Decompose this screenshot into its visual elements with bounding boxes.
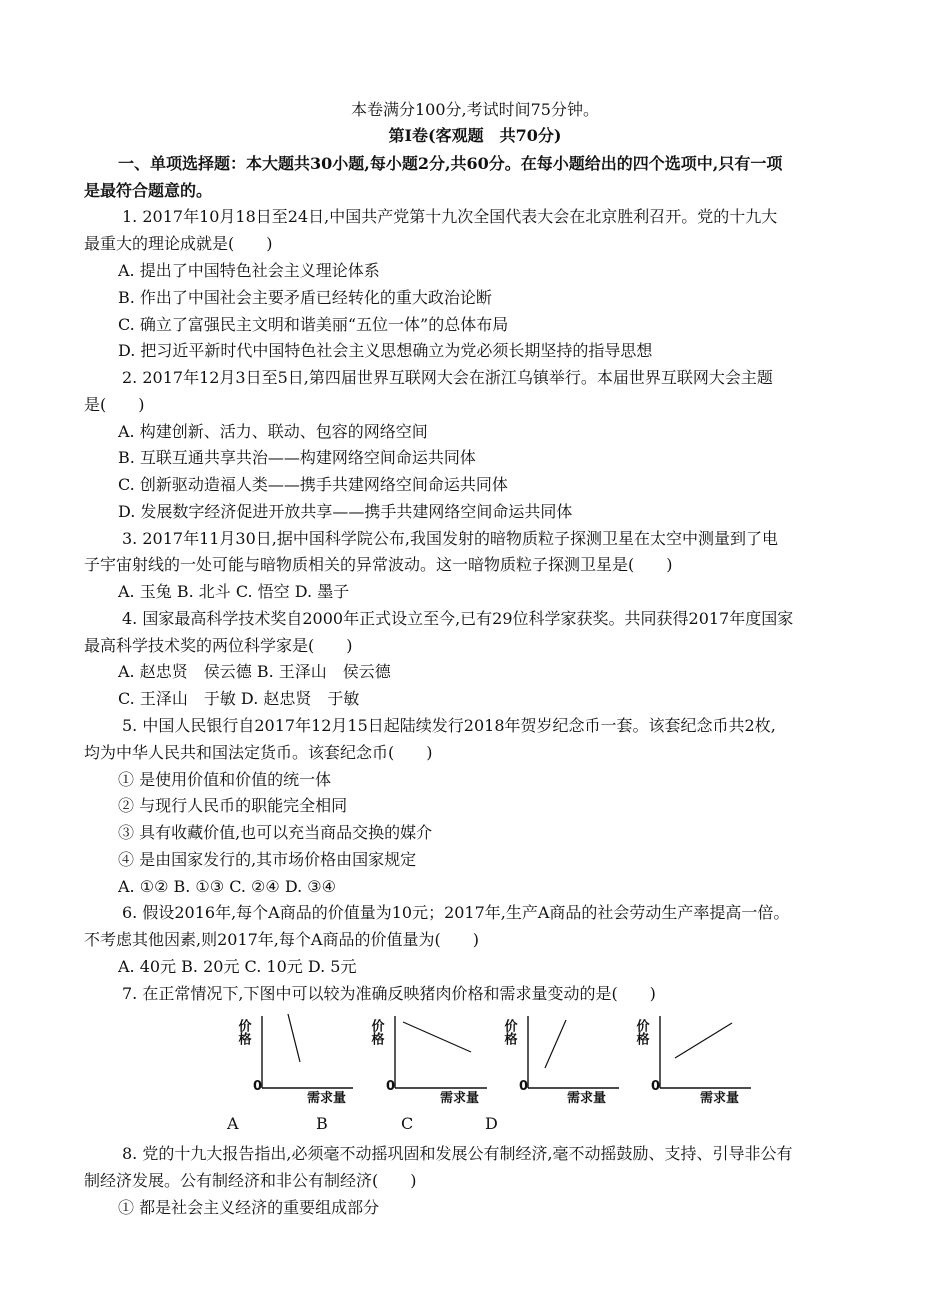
figure-panel-labels [0,1114,950,1136]
question-8-stem-line-2: 制经济发展。公有制经济和非公有制经济( ) [84,1171,417,1190]
question-7-stem: 7. 在正常情况下,下图中可以较为准确反映猪肉价格和需求量变动的是( ) [122,984,656,1003]
question-3-stem-line-1: 3. 2017年11月30日,据中国科学院公布,我国发射的暗物质粒子探测卫星在太空中测量到了电 [122,529,778,548]
question-4-stem-line-2: 最高科学技术奖的两位科学家是( ) [84,636,353,655]
panel-label-d: D [485,1114,498,1133]
question-2-stem-line-2: 是( ) [84,395,145,414]
question-5-statement-3: ③ 具有收藏价值,也可以充当商品交换的媒介 [118,823,433,842]
graph-panel-a [236,1014,354,1106]
graph-panel-c [502,1016,620,1106]
question-1-option-a: A. 提出了中国特色社会主义理论体系 [118,261,380,280]
y-axis-label: 价格 [501,1019,517,1045]
y-axis-label: 价格 [368,1019,384,1045]
question-6-stem-line-2: 不考虑其他因素,则2017年,每个A商品的价值量为( ) [84,930,479,949]
instructions-line-2: 是最符合题意的。 [84,181,213,200]
demand-curve-b [403,1022,471,1052]
question-1-stem-line-2: 最重大的理论成就是( ) [84,234,273,253]
panel-label-a: A [227,1114,239,1133]
question-5-stem-line-1: 5. 中国人民银行自2017年12月15日起陆续发行2018年贺岁纪念币一套。该套纪念币共2枚, [122,716,776,735]
question-5-statement-4: ④ 是由国家发行的,其市场价格由国家规定 [118,850,417,869]
demand-curve-c [545,1020,566,1068]
question-4-options-line-1: A. 赵忠贤 侯云德 B. 王泽山 侯云德 [118,662,391,681]
origin-label: 0 [651,1079,661,1094]
panel-label-b: B [316,1114,328,1133]
question-1-stem-line-1: 1. 2017年10月18日至24日,中国共产党第十九次全国代表大会在北京胜利召开。党的十九大 [122,207,778,226]
x-axis-label: 需求量 [567,1091,607,1106]
question-2-option-b: B. 互联互通共享共治——构建网络空间命运共同体 [118,448,476,467]
origin-label: 0 [253,1079,263,1094]
question-5-stem-line-2: 均为中华人民共和国法定货币。该套纪念币( ) [84,743,433,762]
question-1-option-c: C. 确立了富强民主文明和谐美丽“五位一体”的总体布局 [118,315,509,334]
question-1-option-d: D. 把习近平新时代中国特色社会主义思想确立为党必须长期坚持的指导思想 [118,341,653,360]
section-title: 第Ⅰ卷(客观题 共70分) [388,126,562,145]
question-4-stem-line-1: 4. 国家最高科学技术奖自2000年正式设立至今,已有29位科学家获奖。共同获得2017年度国家 [122,609,794,628]
question-8-stem-line-1: 8. 党的十九大报告指出,必须毫不动摇巩固和发展公有制经济,毫不动摇鼓励、支持、引导非公有 [122,1144,793,1163]
demand-curve-d [675,1023,732,1058]
x-axis-label: 需求量 [700,1091,740,1106]
question-2-option-a: A. 构建创新、活力、联动、包容的网络空间 [118,422,428,441]
origin-label: 0 [386,1079,396,1094]
question-2-stem-line-1: 2. 2017年12月3日至5日,第四届世界互联网大会在浙江乌镇举行。本届世界互联网大会主题 [122,368,773,387]
y-axis-label: 价格 [633,1019,649,1045]
graph-panel-d [634,1016,752,1106]
demand-curve-a [288,1014,300,1062]
question-4-options-line-2: C. 王泽山 于敏 D. 赵忠贤 于敏 [118,689,360,708]
question-8-statement-1: ① 都是社会主义经济的重要组成部分 [118,1198,380,1217]
question-5-statement-1: ① 是使用价值和价值的统一体 [118,770,332,789]
y-axis-label: 价格 [235,1019,251,1045]
origin-label: 0 [519,1079,529,1094]
instructions-line-1: 一、单项选择题：本大题共30小题,每小题2分,共60分。在每小题给出的四个选项中,只有一项 [118,154,783,173]
exam-intro: 本卷满分100分,考试时间75分钟。 [351,100,599,119]
price-demand-figure [225,1004,765,1119]
question-3-stem-line-2: 子宇宙射线的一处可能与暗物质相关的异常波动。这一暗物质粒子探测卫星是( ) [84,555,673,574]
panel-label-c: C [401,1114,414,1133]
question-1-option-b: B. 作出了中国社会主要矛盾已经转化的重大政治论断 [118,288,492,307]
question-2-option-d: D. 发展数字经济促进开放共享——携手共建网络空间命运共同体 [118,502,573,521]
question-5-statement-2: ② 与现行人民币的职能完全相同 [118,796,348,815]
graph-panel-b [369,1016,488,1106]
question-5-options: A. ①② B. ①③ C. ②④ D. ③④ [118,877,336,896]
x-axis-label: 需求量 [440,1091,480,1106]
question-2-option-c: C. 创新驱动造福人类——携手共建网络空间命运共同体 [118,475,508,494]
question-6-stem-line-1: 6. 假设2016年,每个A商品的价值量为10元；2017年,生产A商品的社会劳动生产率提高一倍。 [122,903,790,922]
x-axis-label: 需求量 [307,1091,347,1106]
question-3-options: A. 玉兔 B. 北斗 C. 悟空 D. 墨子 [118,582,350,601]
question-6-options: A. 40元 B. 20元 C. 10元 D. 5元 [118,957,357,976]
